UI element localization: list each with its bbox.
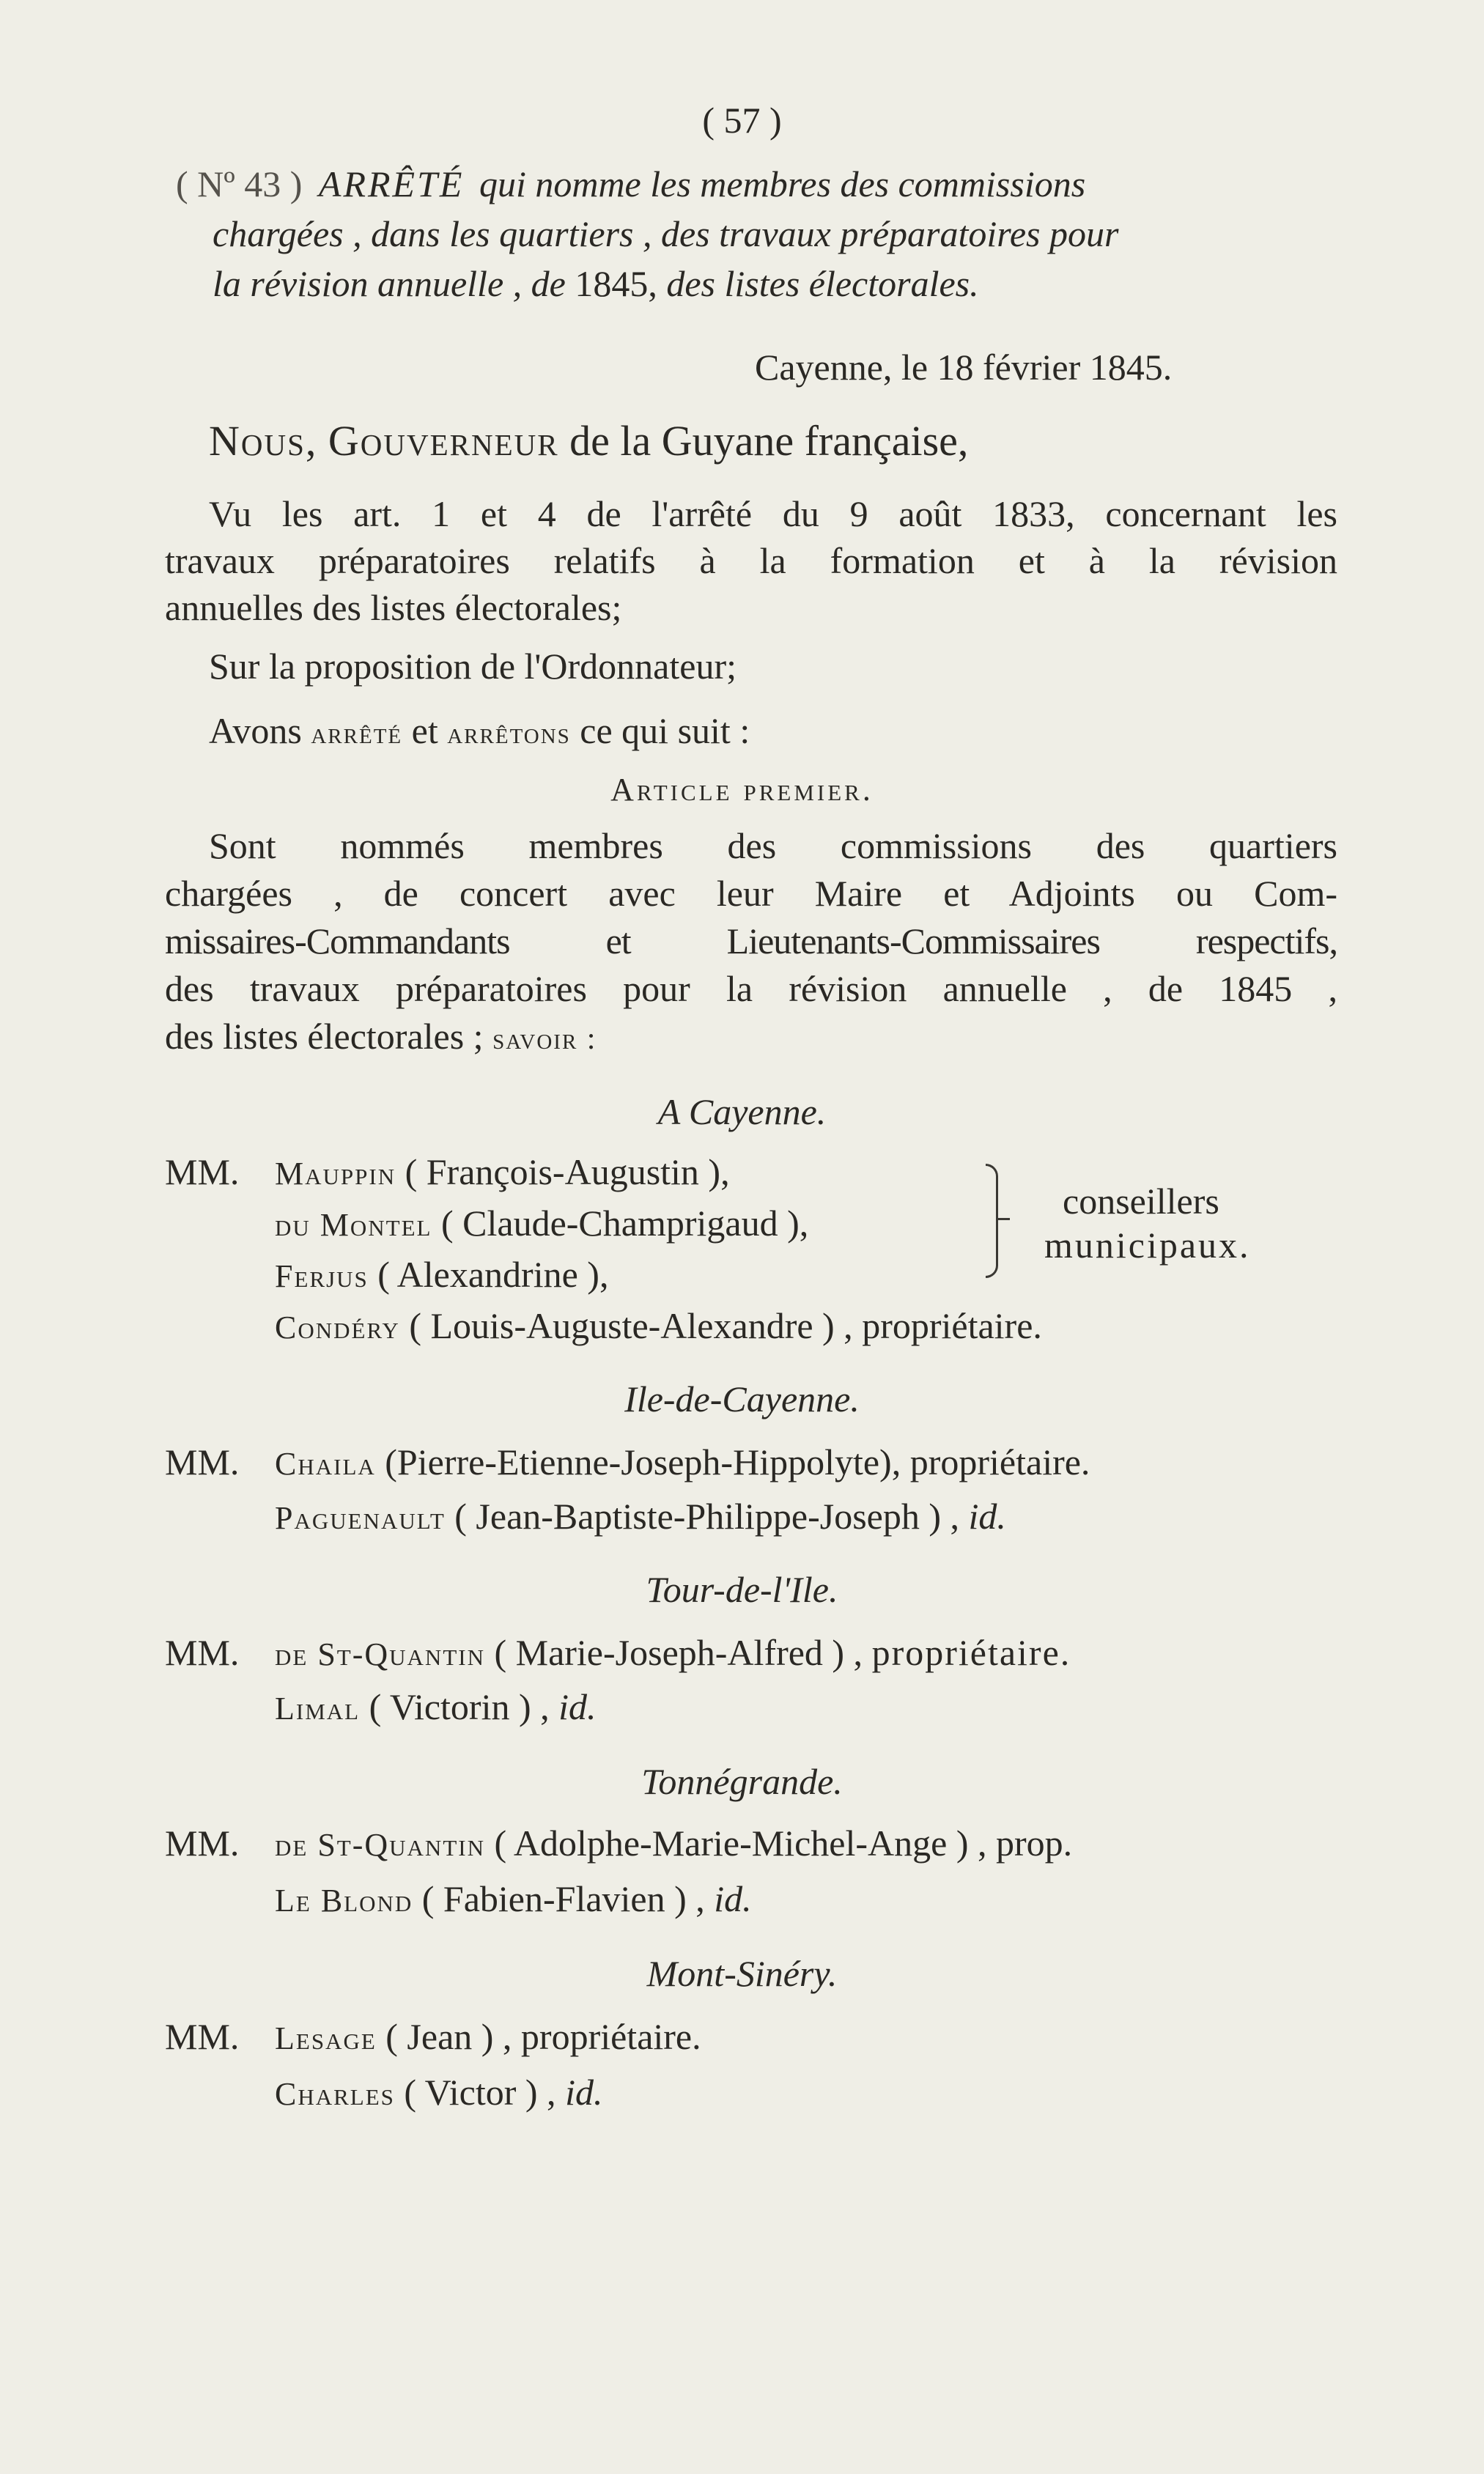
member-name: Limal [275,1691,361,1727]
article-heading: Article premier. [610,772,874,808]
mm-label: MM. [165,1151,240,1192]
title-line-3 [213,262,979,305]
title-text-2: chargées , dans les quartiers , des travaux préparatoires pour [213,213,1119,254]
brace-tip [997,1218,1010,1220]
article-line-3-text: missaires-Commandants et Lieutenants-Commissaires respectifs, [165,920,1337,961]
list-item [275,1441,1090,1483]
arrete-word-sc: arrêté [311,717,403,750]
member-detail: ( François-Augustin ), [405,1151,730,1192]
member-name: de St-Quantin [275,1827,485,1863]
mm-label: MM. [165,1823,240,1864]
savoir-word: savoir : [492,1022,597,1056]
list-item [275,1202,808,1244]
article-line-5 [165,1015,597,1057]
page-number: ( 57 ) [702,100,782,141]
article-line-1 [209,824,1337,867]
list-item [275,1253,608,1296]
et-word: et [411,710,438,751]
list-item [275,2071,602,2113]
mm-label: MM. [165,1632,240,1673]
article-line-5a: des listes électorales ; [165,1016,484,1057]
article-line-2-text: chargées , de concert avec leur Maire et Adjoints ou Com- [165,873,1337,914]
date-line: Cayenne, le 18 février 1845. [755,347,1173,388]
list-item [275,1151,730,1193]
member-role: id. [714,1878,752,1919]
mm-label: MM. [165,2016,240,2057]
member-role: propriétaire. [520,2016,701,2057]
member-role: propriétaire. [871,1632,1071,1673]
section-heading-cayenne: A Cayenne. [657,1091,827,1132]
member-role: propriétaire. [909,1441,1090,1482]
member-role: id. [558,1686,597,1727]
article-line-3 [165,920,1337,962]
member-role: id. [565,2072,603,2113]
list-item [275,1877,752,1920]
vu-line-3: annuelles des listes électorales; [165,587,622,628]
list-item [275,2015,701,2058]
brace-label-1: conseillers [1063,1181,1219,1222]
sur-line: Sur la proposition de l'Ordonnateur; [209,646,737,687]
list-item [275,1495,1006,1537]
authority-line [209,416,968,465]
member-name: Chaila [275,1446,376,1482]
member-detail: ( Victorin ) , [369,1686,550,1727]
brace-label-2: municipaux. [1044,1225,1251,1266]
member-role: propriétaire. [862,1305,1042,1346]
gouverneur-word: Gouverneur [328,417,559,465]
member-name: Condéry [275,1310,400,1345]
section-heading-mont-sinery: Mont-Sinéry. [646,1953,838,1994]
avons-line [209,709,750,752]
title-text-3a: la révision annuelle , de [213,263,566,304]
avons-word: Avons [209,710,302,751]
arretons-word: arrêtons [447,717,571,750]
member-role: prop. [995,1823,1073,1864]
authority-rest: de la Guyane française, [569,417,969,465]
member-detail: ( Jean ) , [385,2016,512,2057]
section-heading-ile-de-cayenne: Ile-de-Cayenne. [624,1378,860,1419]
member-name: Le Blond [275,1883,413,1919]
member-name: Ferjus [275,1258,369,1294]
member-name: Lesage [275,2020,377,2056]
member-detail: ( Alexandrine ), [377,1254,609,1295]
section-heading-tour-de-lile: Tour-de-l'Ile. [646,1569,838,1610]
member-detail: ( Jean-Baptiste-Philippe-Joseph ) , [454,1496,960,1537]
member-name: de St-Quantin [275,1636,485,1672]
mm-label: MM. [165,1441,240,1482]
arrete-word: ARRÊTÉ [318,163,465,204]
member-detail: (Pierre-Etienne-Joseph-Hippolyte), [385,1441,901,1482]
vu-line-1 [209,492,1337,535]
member-role: id. [968,1496,1006,1537]
member-name: Charles [275,2076,395,2112]
member-name: Paguenault [275,1500,446,1536]
list-item [275,1631,1071,1674]
nous-word: Nous, [209,417,318,465]
article-line-4 [165,967,1337,1010]
section-heading-tonnegrande: Tonnégrande. [641,1761,843,1802]
member-name: du Montel [275,1207,432,1243]
title-text-1: qui nomme les membres des commissions [479,163,1086,204]
arrete-number: ( Nº 43 ) [176,163,303,204]
list-item [275,1304,1042,1347]
member-detail: ( Fabien-Flavien ) , [421,1878,705,1919]
list-item [275,1685,597,1728]
article-line-4-text: des travaux préparatoires pour la révision annuelle , de 1845 , [165,968,1337,1009]
member-detail: ( Claude-Champrigaud ), [440,1203,809,1244]
article-line-2 [165,872,1337,915]
member-detail: ( Victor ) , [404,2072,556,2113]
title-year: 1845, [575,263,657,304]
member-name: Mauppin [275,1156,396,1192]
vu-line-1-text: Vu les art. 1 et 4 de l'arrêté du 9 août 1833, concernant les [209,493,1337,534]
member-detail: ( Louis-Auguste-Alexandre ) , [409,1305,853,1346]
article-line-1-text: Sont nommés membres des commissions des quartiers [209,825,1337,866]
arrete-title-line-1 [176,163,1085,205]
brace [986,1164,998,1278]
title-text-3b: des listes électorales. [666,263,979,304]
list-item [275,1822,1072,1864]
vu-line-2-text: travaux préparatoires relatifs à la formation et à la révision [165,540,1337,581]
member-detail: ( Adolphe-Marie-Michel-Ange ) , [494,1823,987,1864]
suit-text: ce qui suit : [580,710,750,751]
vu-line-2 [165,539,1337,582]
member-detail: ( Marie-Joseph-Alfred ) , [494,1632,863,1673]
